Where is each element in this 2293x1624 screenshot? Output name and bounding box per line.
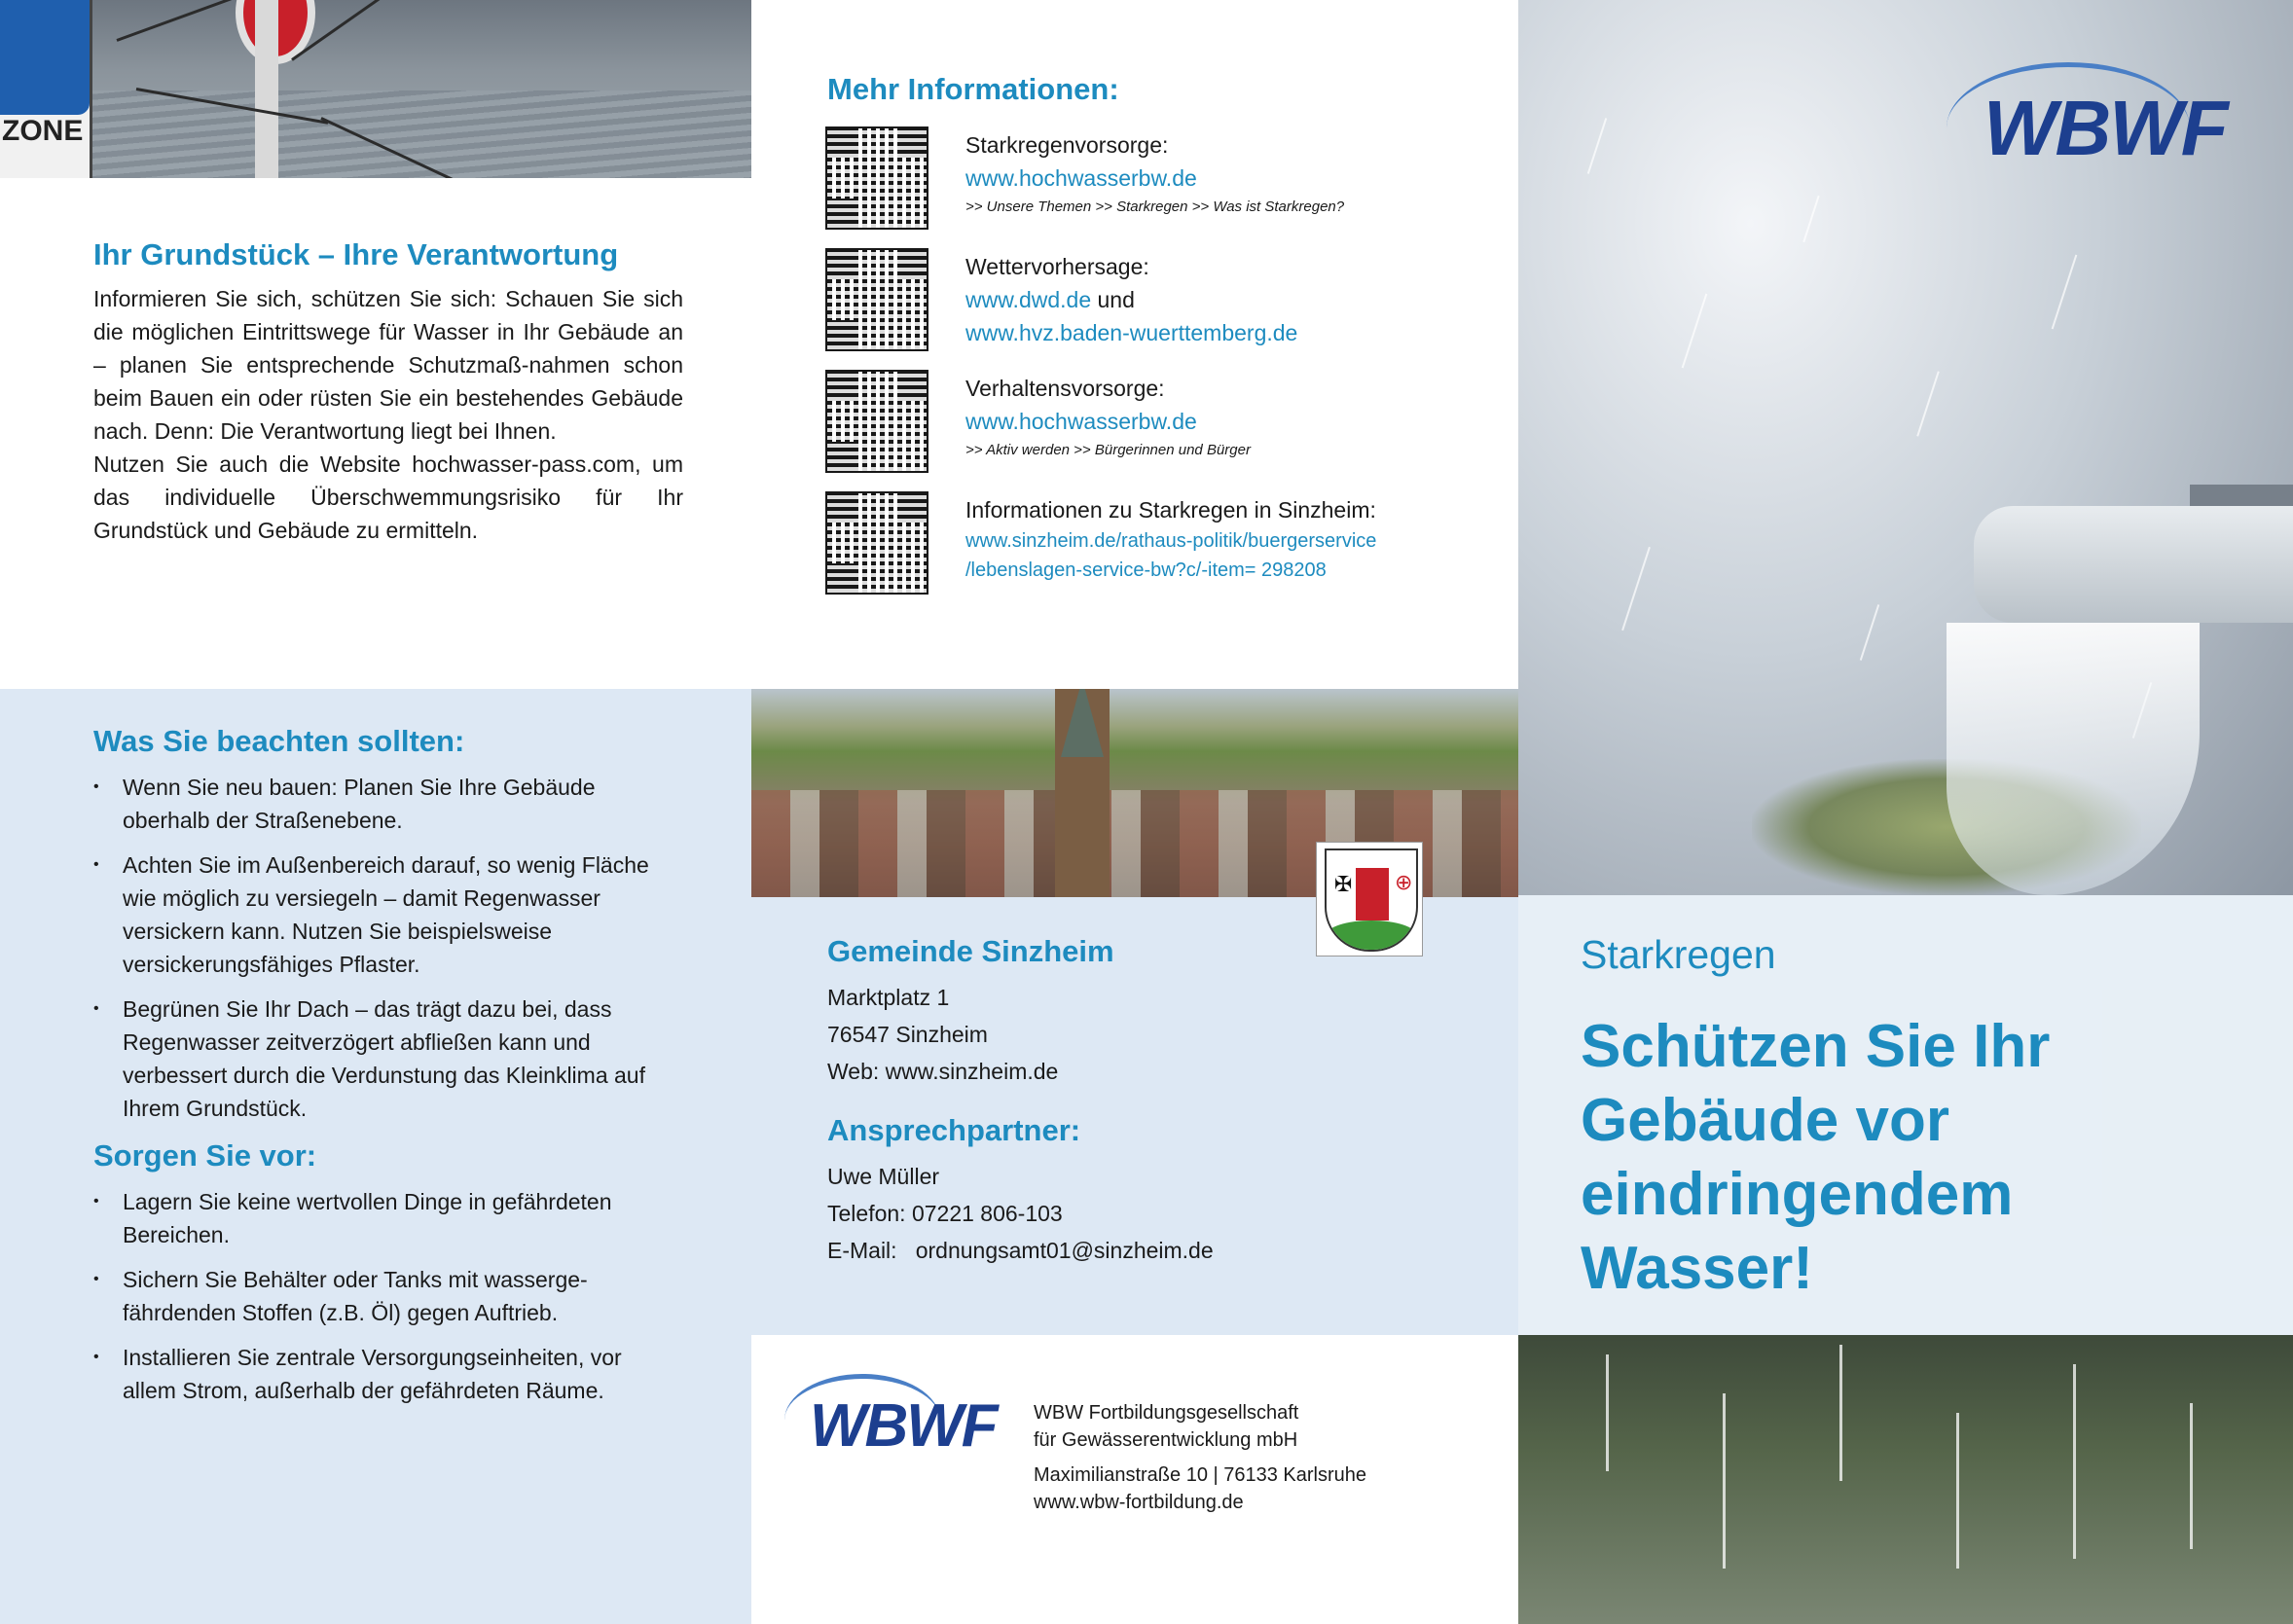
nav-path: >> Unsere Themen >> Starkregen >> Was ist Starkregen? <box>965 198 1345 215</box>
contact-title: Ansprechpartner: <box>827 1113 1081 1147</box>
qr-title: Informationen zu Starkregen in Sinzheim: <box>965 497 1376 523</box>
link[interactable]: www.hvz.baden-wuerttemberg.de <box>965 320 1298 345</box>
splash-photo <box>1518 1335 2293 1624</box>
wbwf-logo: WBWF <box>1984 85 2227 171</box>
qr-code-icon[interactable] <box>827 372 927 471</box>
paragraph: Nutzen Sie auch die Website hochwasser-pass.com, um das individuelle Überschwemmungsrisiko für Ihr Grundstück und Gebäude zu ermitteln. <box>93 451 683 543</box>
coat-of-arms-icon: ✠ ⊕ <box>1316 842 1423 956</box>
qr-entry <box>827 250 1509 372</box>
link[interactable]: /lebenslagen-service-bw?c/-item= 298208 <box>965 559 1327 581</box>
cover-panel <box>1518 0 2293 1624</box>
footer-line: WBW Fortbildungsgesellschaft <box>1034 1402 1299 1424</box>
address-city: 76547 Sinzheim <box>827 1022 988 1047</box>
nav-path: >> Aktiv werden >> Bürgerinnen und Bürger <box>965 442 1251 458</box>
section-title: Sorgen Sie vor: <box>93 1138 317 1173</box>
link[interactable]: www.dwd.de <box>965 287 1092 312</box>
left-panel <box>0 0 751 1624</box>
link[interactable]: www.hochwasserbw.de <box>965 409 1197 434</box>
tips-list <box>93 771 677 1125</box>
link[interactable]: www.hochwasserbw.de <box>965 165 1197 191</box>
list-item: • Installieren Sie zentrale Versorgungseinheiten, vor allem Strom, außerhalb der gefährdeten Räume. <box>93 1341 677 1407</box>
contact-phone: Telefon: 07221 806-103 <box>827 1201 1063 1226</box>
section-title: Mehr Informationen: <box>827 72 1119 106</box>
link[interactable]: www.sinzheim.de/rathaus-politik/buergerservice <box>965 530 1377 552</box>
footer-line[interactable]: www.wbw-fortbildung.de <box>1034 1492 1244 1513</box>
qr-code-icon[interactable] <box>827 493 927 593</box>
org-title: Gemeinde Sinzheim <box>827 934 1114 968</box>
headline: Schützen Sie Ihr Gebäude vor eindringendem Wasser! <box>1581 1013 2051 1302</box>
footer-line: für Gewässerentwicklung mbH <box>1034 1429 1298 1451</box>
contact-name: Uwe Müller <box>827 1164 940 1189</box>
footer-line: Maximilianstraße 10 | 76133 Karlsruhe <box>1034 1464 1367 1486</box>
qr-code-icon[interactable] <box>827 250 927 349</box>
flood-photo <box>0 0 751 178</box>
more-info-section <box>827 72 1509 615</box>
qr-title: Starkregenvorsorge: <box>965 132 1169 158</box>
list-item: • Begrünen Sie Ihr Dach – das trägt dazu bei, dass Regenwasser zeitverzögert abfließen kann und verbessert durch die Verdunstung das Kleinklima auf Ihrem Grundstück. <box>93 992 677 1125</box>
qr-entry <box>827 372 1509 493</box>
website[interactable]: Web: www.sinzheim.de <box>827 1059 1059 1084</box>
section-title: Was Sie beachten sollten: <box>93 724 465 758</box>
address-street: Marktplatz 1 <box>827 985 950 1010</box>
tips-box <box>0 689 751 1624</box>
rain-photo <box>1518 0 2293 895</box>
list-item: • Wenn Sie neu bauen: Planen Sie Ihre Gebäude oberhalb der Straßenebene. <box>93 771 677 837</box>
paragraph: Informieren Sie sich, schützen Sie sich: Schauen Sie sich die möglichen Eintrittswege für Wasser in Ihr Gebäude an – planen Sie entsprechende Schutzmaß-nahmen schon beim Bauen ein oder rüsten Sie ein bestehendes Gebäude nach. Denn: Die Verantwortung liegt bei Ihnen. <box>93 286 683 444</box>
conjunction: und <box>1097 287 1135 312</box>
contact-box <box>751 897 1518 1335</box>
footer-text <box>1034 1399 1491 1516</box>
contact-email[interactable]: E-Mail: ordnungsamt01@sinzheim.de <box>827 1238 1214 1263</box>
qr-entry <box>827 128 1509 250</box>
pedestrian-zone-sign <box>0 0 92 178</box>
kicker: Starkregen <box>1581 932 1776 977</box>
wbwf-logo: WBWF <box>810 1392 997 1460</box>
footer <box>751 1335 1518 1624</box>
precaution-list <box>93 1185 677 1407</box>
list-item: • Sichern Sie Behälter oder Tanks mit wasserge-fährdenden Stoffen (z.B. Öl) gegen Auftrieb. <box>93 1263 677 1329</box>
qr-code-icon[interactable] <box>827 128 927 228</box>
list-item: • Achten Sie im Außenbereich darauf, so wenig Fläche wie möglich zu versiegeln – damit Regenwasser versickern kann. Nutzen Sie beispielsweise versickerungsfähiges Pflaster. <box>93 848 677 981</box>
middle-panel <box>751 0 1518 1624</box>
sign-text: ZONE <box>2 115 84 147</box>
qr-entry <box>827 493 1509 615</box>
title-box <box>1518 895 2293 1335</box>
qr-title: Verhaltensvorsorge: <box>965 376 1165 401</box>
section-responsibility <box>93 237 683 547</box>
list-item: • Lagern Sie keine wertvollen Dinge in gefährdeten Bereichen. <box>93 1185 677 1251</box>
qr-title: Wettervorhersage: <box>965 254 1149 279</box>
rain-gutter <box>1974 506 2293 623</box>
section-title: Ihr Grundstück – Ihre Verantwortung <box>93 237 619 271</box>
